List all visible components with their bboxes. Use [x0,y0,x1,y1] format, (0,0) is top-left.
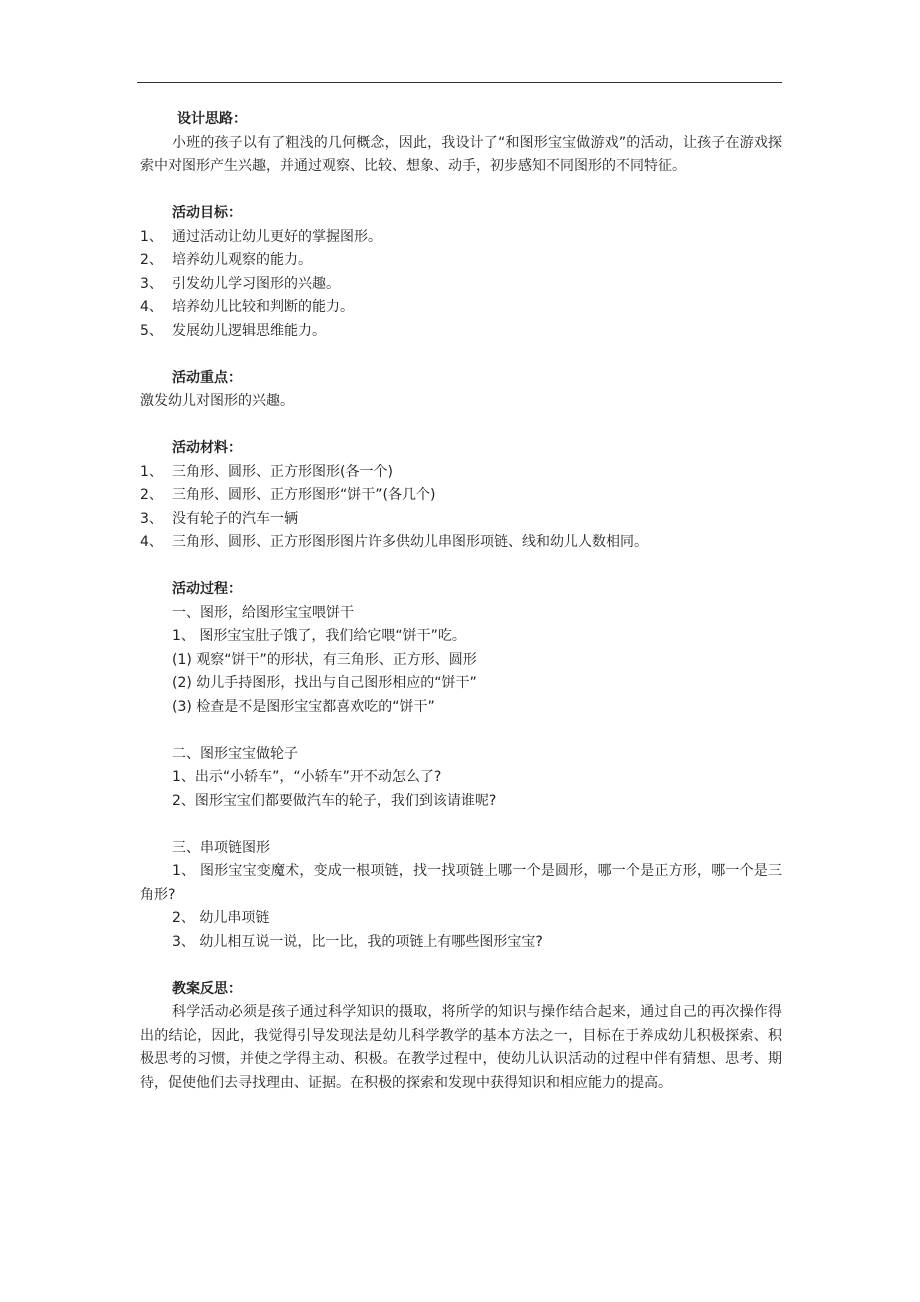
focus-heading: 活动重点： [172,369,242,386]
goal-text: 培养幼儿比较和判断的能力。 [172,299,354,315]
material-item [140,508,782,532]
process-part3-title: 三、串项链图形 [172,839,270,856]
material-num: 1、 [140,463,163,480]
material-item [140,531,782,555]
reflection-text: 科学活动必须是孩子通过科学知识的摄取，将所学的知识与操作结合起来，通过自己的再次操作得出的结论，因此，我觉得引导发现法是幼儿科学教学的基本方法之一，目标在于养成幼儿积极探索、积极思考的习惯，并使之学得主动、积极。在教学过程中，使幼儿认识活动的过程中伴有猜想、思考、期待，促使他们去寻找理由、证据。在积极的探索和发现中获得知识和相应能力的提高。 [140,1004,782,1091]
material-item [140,461,782,485]
material-item [140,484,782,508]
process-line: 3、 幼儿相互说一说，比一比，我的项链上有哪些图形宝宝? [172,933,543,950]
process-line: 1、 图形宝宝变魔术，变成一根项链，找一找项链上哪一个是圆形，哪一个是正方形，哪一个是三角形? [140,863,782,903]
process-part2-title: 二、图形宝宝做轮子 [172,745,298,762]
goal-num: 5、 [140,322,163,339]
material-text: 没有轮子的汽车一辆 [172,510,298,527]
goal-item [140,226,782,250]
material-num: 4、 [140,534,163,550]
process-line: 1、出示“小轿车”，“小轿车”开不动怎么了? [172,769,442,785]
process-line: (3) 检查是不是图形宝宝都喜欢吃的“饼干” [172,698,435,715]
document-body [140,108,782,1095]
material-num: 2、 [140,487,163,503]
goal-num: 3、 [140,275,163,292]
goal-num: 2、 [140,252,163,268]
process-part1-title: 一、图形，给图形宝宝喂饼干 [172,604,354,621]
process-line: 1、 图形宝宝肚子饿了，我们给它喂“饼干”吃。 [172,628,466,644]
process-line: 2、图形宝宝们都要做汽车的轮子，我们到该请谁呢? [172,792,497,809]
spacer [140,343,782,367]
spacer [140,414,782,438]
goal-item [140,273,782,297]
goal-text: 引发幼儿学习图形的兴趣。 [172,275,340,292]
process-heading: 活动过程： [172,581,242,597]
goal-num: 1、 [140,228,163,245]
design-text: 小班的孩子以有了粗浅的几何概念，因此，我设计了“和图形宝宝做游戏”的活动，让孩子在游戏探索中对图形产生兴趣，并通过观察、比较、想象、动手，初步感知不同图形的不同特征。 [140,134,782,174]
material-text: 三角形、圆形、正方形图形“饼干”(各几个) [172,487,436,503]
materials-heading: 活动材料： [172,440,242,456]
spacer [140,555,782,579]
goal-item [140,296,782,320]
focus-text: 激发幼儿对图形的兴趣。 [140,393,294,409]
goal-text: 培养幼儿观察的能力。 [172,252,312,268]
spacer [140,954,782,978]
goal-text: 通过活动让幼儿更好的掌握图形。 [172,228,382,245]
goal-item [140,320,782,344]
design-heading: 设计思路： [177,111,247,127]
goal-item [140,249,782,273]
material-text: 三角形、圆形、正方形图形图片许多供幼儿串图形项链、线和幼儿人数相同。 [172,534,648,550]
goal-num: 4、 [140,299,163,315]
spacer [140,813,782,837]
header-rule [137,82,782,83]
reflection-heading: 教案反思： [172,980,242,997]
process-line: (2) 幼儿手持图形，找出与自己图形相应的“饼干” [172,675,477,691]
goal-text: 发展幼儿逻辑思维能力。 [172,322,326,339]
process-line: (1) 观察“饼干”的形状，有三角形、正方形、圆形 [172,651,477,668]
spacer [140,719,782,743]
spacer [140,179,782,203]
material-num: 3、 [140,510,163,527]
process-line: 2、 幼儿串项链 [172,910,270,926]
goals-heading: 活动目标： [172,205,242,221]
material-text: 三角形、圆形、正方形图形(各一个) [172,463,393,480]
